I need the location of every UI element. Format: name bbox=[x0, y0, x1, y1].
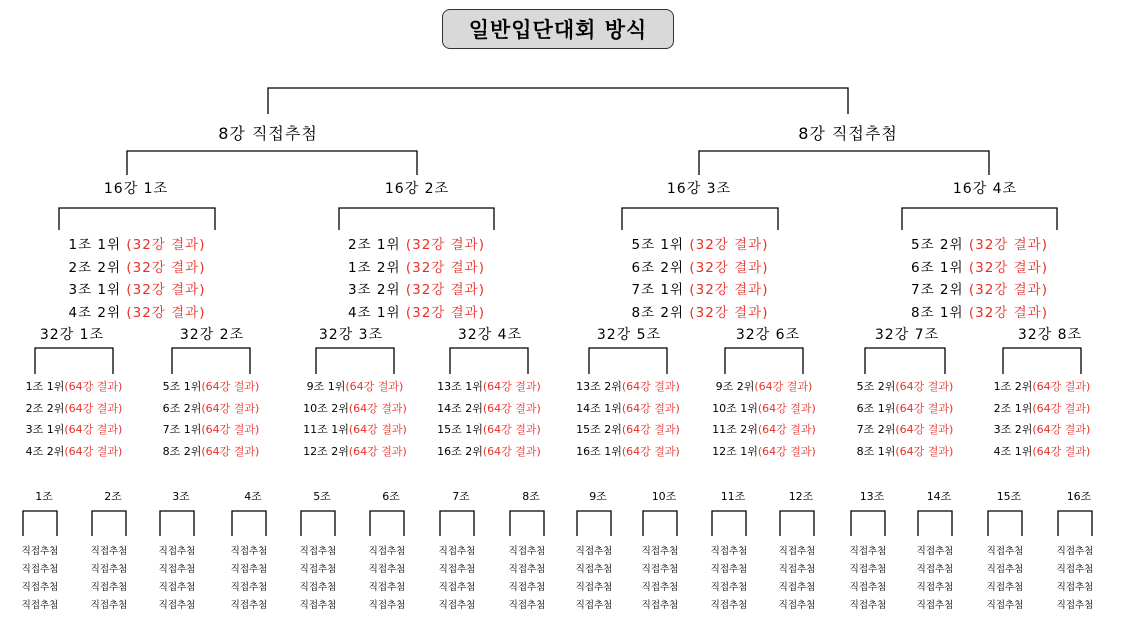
group-label: 1조 bbox=[35, 490, 53, 503]
result-note: (64강 결과) bbox=[621, 444, 680, 458]
team-rank: 6조 2위 bbox=[631, 259, 685, 276]
round32-row bbox=[437, 378, 541, 394]
direct-draw-entry: 직접추첨 bbox=[299, 564, 337, 575]
team-rank: 7조 1위 bbox=[162, 423, 202, 436]
result-note: (32강 결과) bbox=[405, 259, 485, 276]
round32-bracket bbox=[1003, 348, 1081, 374]
result-note: (64강 결과) bbox=[482, 401, 541, 415]
round32-bracket bbox=[35, 348, 113, 374]
round32-row bbox=[163, 443, 260, 459]
group-label: 2조 bbox=[104, 490, 122, 503]
group-bracket bbox=[370, 511, 404, 536]
round32-row bbox=[994, 443, 1091, 459]
round16-bracket bbox=[622, 208, 778, 230]
round16-label: 16강 1조 bbox=[103, 181, 169, 197]
direct-draw-entry: 직접추첨 bbox=[230, 582, 268, 593]
result-note: (32강 결과) bbox=[968, 259, 1048, 276]
team-rank: 3조 2위 bbox=[348, 282, 401, 298]
direct-draw-entry: 직접추첨 bbox=[21, 582, 59, 593]
direct-draw-entry: 직접추첨 bbox=[230, 600, 268, 611]
group-label: 16조 bbox=[1066, 490, 1092, 503]
page-title: 일반입단대회 방식 bbox=[442, 9, 674, 49]
result-note: (64강 결과) bbox=[1032, 444, 1091, 458]
round32-row bbox=[163, 400, 260, 416]
result-note: (64강 결과) bbox=[1032, 401, 1091, 415]
direct-draw-entry: 직접추첨 bbox=[575, 582, 613, 593]
result-note: (64강 결과) bbox=[895, 380, 954, 393]
result-note: (32강 결과) bbox=[126, 259, 206, 276]
result-note: (64강 결과) bbox=[201, 401, 260, 415]
direct-draw-entry: 직접추첨 bbox=[641, 546, 679, 557]
group-bracket bbox=[1058, 511, 1092, 536]
group-bracket bbox=[301, 511, 335, 536]
group-label: 10조 bbox=[651, 490, 677, 503]
round32-row bbox=[26, 400, 123, 416]
result-note: (64강 결과) bbox=[754, 380, 813, 393]
round16-row bbox=[911, 233, 1048, 253]
direct-draw-entry: 직접추첨 bbox=[986, 546, 1024, 557]
direct-draw-entry: 직접추첨 bbox=[849, 600, 887, 611]
group-bracket bbox=[712, 511, 746, 536]
result-note: (32강 결과) bbox=[689, 304, 769, 321]
round32-label: 32강 6조 bbox=[735, 327, 801, 343]
round32-bracket bbox=[316, 348, 394, 374]
direct-draw-entry: 직접추첨 bbox=[778, 546, 816, 557]
direct-draw-entry: 직접추첨 bbox=[90, 582, 128, 593]
round16-row bbox=[911, 256, 1048, 276]
round8-bracket bbox=[127, 151, 417, 175]
round32-row bbox=[857, 421, 954, 437]
round32-row bbox=[716, 378, 813, 394]
result-note: (64강 결과) bbox=[895, 423, 954, 436]
team-rank: 6조 2위 bbox=[162, 401, 202, 415]
result-note: (64강 결과) bbox=[757, 401, 816, 415]
team-rank: 9조 2위 bbox=[715, 380, 755, 393]
team-rank: 7조 1위 bbox=[631, 282, 685, 298]
group-label: 14조 bbox=[926, 490, 952, 503]
group-bracket bbox=[440, 511, 474, 536]
team-rank: 4조 1위 bbox=[348, 304, 401, 321]
direct-draw-entry: 직접추첨 bbox=[916, 600, 954, 611]
direct-draw-entry: 직접추첨 bbox=[849, 546, 887, 557]
direct-draw-entry: 직접추첨 bbox=[849, 582, 887, 593]
result-note: (32강 결과) bbox=[968, 282, 1048, 298]
round32-row bbox=[994, 378, 1091, 394]
round16-row bbox=[348, 233, 485, 253]
group-bracket bbox=[23, 511, 57, 536]
result-note: (64강 결과) bbox=[348, 423, 407, 436]
direct-draw-entry: 직접추첨 bbox=[21, 600, 59, 611]
result-note: (64강 결과) bbox=[1032, 423, 1091, 436]
result-note: (64강 결과) bbox=[757, 423, 816, 436]
team-rank: 11조 1위 bbox=[303, 423, 349, 436]
team-rank: 11조 2위 bbox=[712, 423, 758, 436]
result-note: (64강 결과) bbox=[348, 401, 407, 415]
team-rank: 13조 2위 bbox=[576, 380, 622, 393]
direct-draw-entry: 직접추첨 bbox=[778, 600, 816, 611]
direct-draw-entry: 직접추첨 bbox=[778, 564, 816, 575]
team-rank: 1조 1위 bbox=[68, 237, 122, 253]
round32-row bbox=[303, 400, 407, 416]
direct-draw-entry: 직접추첨 bbox=[438, 582, 476, 593]
direct-draw-entry: 직접추첨 bbox=[368, 582, 406, 593]
round16-row bbox=[911, 278, 1048, 298]
team-rank: 10조 1위 bbox=[712, 401, 758, 415]
round32-bracket bbox=[865, 348, 945, 374]
direct-draw-entry: 직접추첨 bbox=[299, 582, 337, 593]
direct-draw-entry: 직접추첨 bbox=[1056, 546, 1094, 557]
direct-draw-entry: 직접추첨 bbox=[575, 564, 613, 575]
team-rank: 14조 1위 bbox=[576, 401, 622, 415]
team-rank: 4조 2위 bbox=[68, 304, 122, 321]
round32-row bbox=[576, 421, 680, 437]
group-label: 4조 bbox=[244, 490, 262, 503]
round16-row bbox=[69, 233, 206, 253]
direct-draw-entry: 직접추첨 bbox=[158, 582, 196, 593]
group-bracket bbox=[988, 511, 1022, 536]
group-label: 3조 bbox=[172, 490, 190, 503]
final-bracket bbox=[268, 88, 848, 114]
round32-row bbox=[437, 400, 541, 416]
team-rank: 6조 1위 bbox=[856, 401, 896, 415]
round16-row bbox=[632, 233, 769, 253]
result-note: (64강 결과) bbox=[64, 444, 123, 458]
round32-row bbox=[576, 378, 680, 394]
direct-draw-entry: 직접추첨 bbox=[575, 546, 613, 557]
round16-row bbox=[632, 278, 769, 298]
round16-row bbox=[69, 301, 206, 321]
result-note: (64강 결과) bbox=[482, 444, 541, 458]
group-bracket bbox=[643, 511, 677, 536]
round32-label: 32강 3조 bbox=[318, 327, 384, 343]
direct-draw-entry: 직접추첨 bbox=[849, 564, 887, 575]
group-label: 12조 bbox=[788, 490, 814, 503]
team-rank: 13조 1위 bbox=[437, 380, 483, 393]
team-rank: 1조 2위 bbox=[348, 259, 401, 276]
round32-bracket bbox=[172, 348, 250, 374]
direct-draw-entry: 직접추첨 bbox=[710, 600, 748, 611]
result-note: (32강 결과) bbox=[405, 237, 485, 253]
result-note: (64강 결과) bbox=[201, 380, 260, 393]
round32-bracket bbox=[450, 348, 528, 374]
group-bracket bbox=[577, 511, 611, 536]
direct-draw-entry: 직접추첨 bbox=[986, 600, 1024, 611]
result-note: (64강 결과) bbox=[1032, 380, 1091, 393]
round32-row bbox=[994, 421, 1091, 437]
group-bracket bbox=[780, 511, 814, 536]
direct-draw-entry: 직접추첨 bbox=[508, 546, 546, 557]
round32-bracket bbox=[725, 348, 803, 374]
result-note: (32강 결과) bbox=[689, 259, 769, 276]
direct-draw-entry: 직접추첨 bbox=[508, 564, 546, 575]
result-note: (32강 결과) bbox=[405, 304, 485, 321]
team-rank: 9조 1위 bbox=[306, 380, 346, 393]
direct-draw-entry: 직접추첨 bbox=[916, 564, 954, 575]
team-rank: 6조 1위 bbox=[911, 259, 964, 276]
round16-bracket bbox=[59, 208, 215, 230]
direct-draw-entry: 직접추첨 bbox=[916, 546, 954, 557]
round16-row bbox=[911, 301, 1048, 321]
team-rank: 1조 1위 bbox=[25, 380, 65, 393]
round32-row bbox=[994, 400, 1091, 416]
group-label: 15조 bbox=[996, 490, 1022, 503]
result-note: (64강 결과) bbox=[64, 423, 123, 436]
direct-draw-entry: 직접추첨 bbox=[1056, 600, 1094, 611]
direct-draw-entry: 직접추첨 bbox=[21, 564, 59, 575]
direct-draw-entry: 직접추첨 bbox=[710, 546, 748, 557]
direct-draw-entry: 직접추첨 bbox=[158, 546, 196, 557]
result-note: (64강 결과) bbox=[201, 423, 260, 436]
round32-row bbox=[163, 378, 260, 394]
team-rank: 15조 2위 bbox=[576, 423, 622, 436]
team-rank: 15조 1위 bbox=[437, 423, 483, 436]
team-rank: 16조 2위 bbox=[437, 444, 483, 458]
team-rank: 7조 2위 bbox=[911, 282, 964, 298]
group-label: 6조 bbox=[382, 490, 400, 503]
team-rank: 8조 1위 bbox=[911, 304, 964, 321]
round32-row bbox=[576, 443, 680, 459]
round32-label: 32강 2조 bbox=[179, 327, 245, 343]
round32-row bbox=[576, 400, 680, 416]
round32-label: 32강 1조 bbox=[39, 327, 105, 343]
team-rank: 2조 1위 bbox=[348, 237, 401, 253]
direct-draw-entry: 직접추첨 bbox=[508, 600, 546, 611]
direct-draw-entry: 직접추첨 bbox=[710, 582, 748, 593]
result-note: (32강 결과) bbox=[689, 282, 769, 298]
round32-row bbox=[712, 400, 816, 416]
round16-row bbox=[69, 278, 206, 298]
round32-row bbox=[26, 378, 123, 394]
team-rank: 12조 2위 bbox=[303, 444, 349, 458]
direct-draw-entry: 직접추첨 bbox=[230, 564, 268, 575]
direct-draw-entry: 직접추첨 bbox=[641, 564, 679, 575]
result-note: (32강 결과) bbox=[689, 237, 769, 253]
team-rank: 3조 1위 bbox=[68, 282, 122, 298]
team-rank: 2조 1위 bbox=[993, 401, 1033, 415]
round16-bracket bbox=[339, 208, 494, 230]
direct-draw-entry: 직접추첨 bbox=[438, 546, 476, 557]
direct-draw-entry: 직접추첨 bbox=[641, 582, 679, 593]
team-rank: 5조 2위 bbox=[911, 237, 964, 253]
result-note: (64강 결과) bbox=[757, 444, 816, 458]
result-note: (64강 결과) bbox=[621, 380, 680, 393]
round8-label: 8강 직접추첨 bbox=[218, 124, 318, 143]
round32-row bbox=[303, 443, 407, 459]
direct-draw-entry: 직접추첨 bbox=[710, 564, 748, 575]
round16-label: 16강 2조 bbox=[384, 181, 450, 197]
direct-draw-entry: 직접추첨 bbox=[1056, 564, 1094, 575]
group-label: 11조 bbox=[720, 490, 746, 503]
direct-draw-entry: 직접추첨 bbox=[778, 582, 816, 593]
result-note: (64강 결과) bbox=[895, 444, 954, 458]
result-note: (64강 결과) bbox=[895, 401, 954, 415]
result-note: (64강 결과) bbox=[64, 401, 123, 415]
group-label: 7조 bbox=[452, 490, 470, 503]
direct-draw-entry: 직접추첨 bbox=[368, 546, 406, 557]
direct-draw-entry: 직접추첨 bbox=[90, 564, 128, 575]
direct-draw-entry: 직접추첨 bbox=[916, 582, 954, 593]
round32-row bbox=[437, 443, 541, 459]
team-rank: 5조 1위 bbox=[162, 380, 202, 393]
team-rank: 14조 2위 bbox=[437, 401, 483, 415]
result-note: (32강 결과) bbox=[126, 237, 206, 253]
round8-bracket bbox=[699, 151, 989, 175]
result-note: (32강 결과) bbox=[968, 237, 1048, 253]
group-label: 5조 bbox=[313, 490, 331, 503]
round32-row bbox=[437, 421, 541, 437]
round32-row bbox=[857, 378, 954, 394]
round32-row bbox=[163, 421, 260, 437]
result-note: (64강 결과) bbox=[64, 380, 123, 393]
team-rank: 5조 2위 bbox=[856, 380, 896, 393]
result-note: (64강 결과) bbox=[482, 380, 541, 393]
round32-label: 32강 7조 bbox=[874, 327, 940, 343]
group-label: 13조 bbox=[859, 490, 885, 503]
round32-row bbox=[26, 421, 123, 437]
team-rank: 2조 2위 bbox=[68, 259, 122, 276]
round8-label: 8강 직접추첨 bbox=[798, 124, 898, 143]
direct-draw-entry: 직접추첨 bbox=[368, 564, 406, 575]
result-note: (64강 결과) bbox=[482, 423, 541, 436]
direct-draw-entry: 직접추첨 bbox=[299, 546, 337, 557]
round32-row bbox=[857, 443, 954, 459]
team-rank: 2조 2위 bbox=[25, 401, 65, 415]
result-note: (64강 결과) bbox=[345, 380, 404, 393]
group-label: 9조 bbox=[589, 490, 607, 503]
round32-label: 32강 4조 bbox=[457, 327, 523, 343]
direct-draw-entry: 직접추첨 bbox=[21, 546, 59, 557]
direct-draw-entry: 직접추첨 bbox=[438, 600, 476, 611]
result-note: (32강 결과) bbox=[968, 304, 1048, 321]
result-note: (64강 결과) bbox=[348, 444, 407, 458]
result-note: (64강 결과) bbox=[621, 401, 680, 415]
team-rank: 4조 1위 bbox=[993, 444, 1033, 458]
round16-row bbox=[632, 301, 769, 321]
result-note: (64강 결과) bbox=[621, 423, 680, 436]
round32-bracket bbox=[589, 348, 667, 374]
round16-row bbox=[632, 256, 769, 276]
round32-row bbox=[857, 400, 954, 416]
direct-draw-entry: 직접추첨 bbox=[438, 564, 476, 575]
round32-row bbox=[307, 378, 404, 394]
team-rank: 4조 2위 bbox=[25, 444, 65, 458]
group-bracket bbox=[232, 511, 266, 536]
team-rank: 5조 1위 bbox=[631, 237, 685, 253]
team-rank: 8조 2위 bbox=[162, 444, 202, 458]
group-bracket bbox=[160, 511, 194, 536]
group-bracket bbox=[851, 511, 885, 536]
team-rank: 16조 1위 bbox=[576, 444, 622, 458]
direct-draw-entry: 직접추첨 bbox=[158, 564, 196, 575]
group-bracket bbox=[92, 511, 126, 536]
round16-row bbox=[348, 278, 485, 298]
round16-row bbox=[348, 301, 485, 321]
direct-draw-entry: 직접추첨 bbox=[986, 582, 1024, 593]
team-rank: 10조 2위 bbox=[303, 401, 349, 415]
round32-row bbox=[712, 443, 816, 459]
direct-draw-entry: 직접추첨 bbox=[641, 600, 679, 611]
result-note: (32강 결과) bbox=[405, 282, 485, 298]
team-rank: 12조 1위 bbox=[712, 444, 758, 458]
round32-row bbox=[303, 421, 407, 437]
round16-label: 16강 4조 bbox=[952, 181, 1018, 197]
team-rank: 8조 1위 bbox=[856, 444, 896, 458]
team-rank: 3조 2위 bbox=[993, 423, 1033, 436]
result-note: (64강 결과) bbox=[201, 444, 260, 458]
direct-draw-entry: 직접추첨 bbox=[575, 600, 613, 611]
direct-draw-entry: 직접추첨 bbox=[368, 600, 406, 611]
group-label: 8조 bbox=[522, 490, 540, 503]
team-rank: 8조 2위 bbox=[631, 304, 685, 321]
direct-draw-entry: 직접추첨 bbox=[158, 600, 196, 611]
direct-draw-entry: 직접추첨 bbox=[90, 600, 128, 611]
round16-row bbox=[348, 256, 485, 276]
direct-draw-entry: 직접추첨 bbox=[1056, 582, 1094, 593]
direct-draw-entry: 직접추첨 bbox=[986, 564, 1024, 575]
team-rank: 3조 1위 bbox=[25, 423, 65, 436]
round32-row bbox=[26, 443, 123, 459]
direct-draw-entry: 직접추첨 bbox=[508, 582, 546, 593]
round32-label: 32강 8조 bbox=[1017, 327, 1083, 343]
group-bracket bbox=[510, 511, 544, 536]
round32-row bbox=[712, 421, 816, 437]
round32-label: 32강 5조 bbox=[596, 327, 662, 343]
team-rank: 7조 2위 bbox=[856, 423, 896, 436]
round16-bracket bbox=[902, 208, 1057, 230]
round16-label: 16강 3조 bbox=[666, 181, 732, 197]
result-note: (32강 결과) bbox=[126, 304, 206, 321]
group-bracket bbox=[918, 511, 952, 536]
round16-row bbox=[69, 256, 206, 276]
direct-draw-entry: 직접추첨 bbox=[90, 546, 128, 557]
direct-draw-entry: 직접추첨 bbox=[230, 546, 268, 557]
direct-draw-entry: 직접추첨 bbox=[299, 600, 337, 611]
result-note: (32강 결과) bbox=[126, 282, 206, 298]
team-rank: 1조 2위 bbox=[993, 380, 1033, 393]
